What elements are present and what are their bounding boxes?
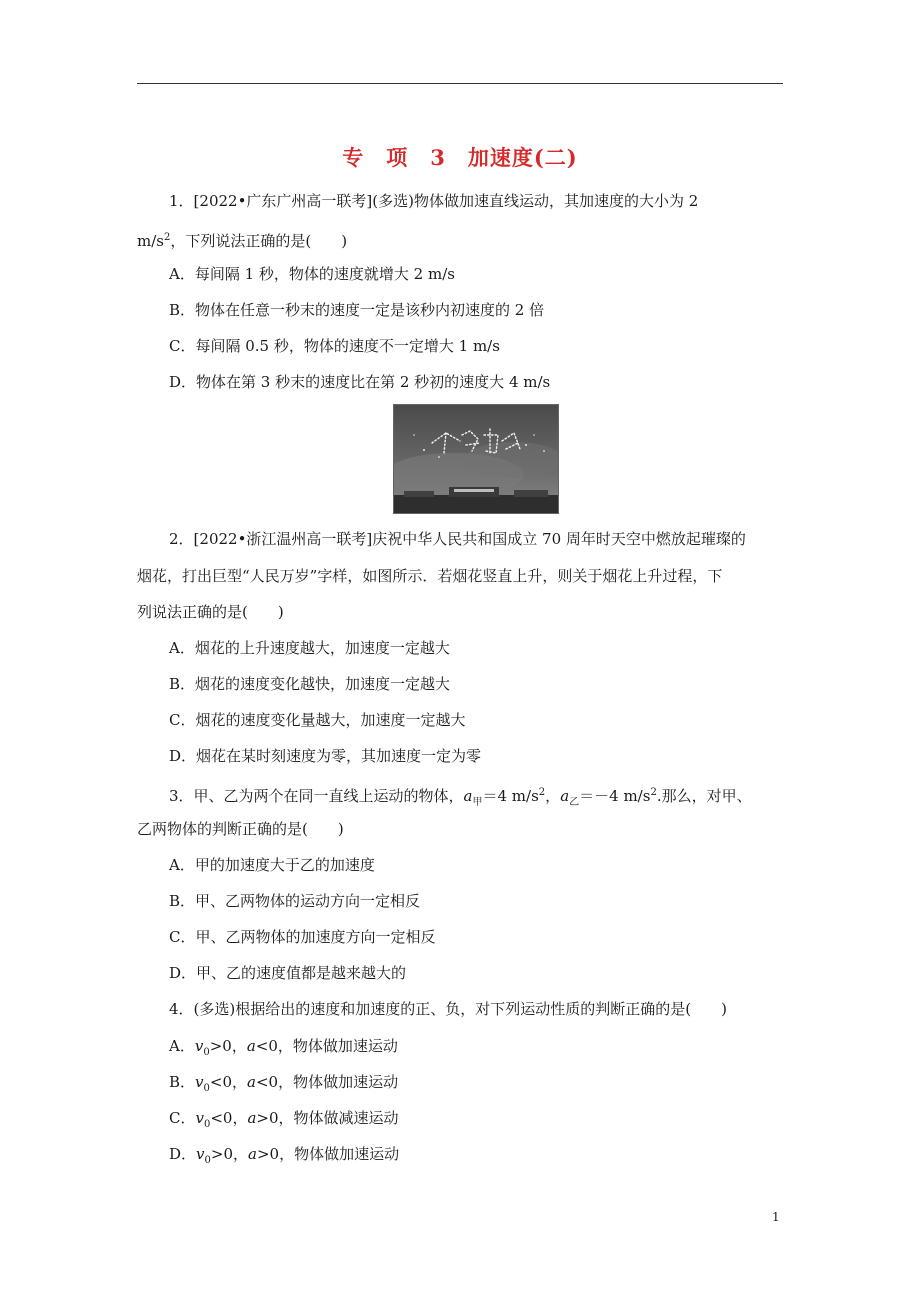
q1-stem-line2: $m/s^2$，下列说法正确的是( ) [137,232,348,250]
q2-stem-line3: 列说法正确的是( ) [137,603,284,621]
q1-option-b: B．物体在任意一秒末的速度一定是该秒内初速度的 2 倍 [169,301,545,319]
fireworks-image [394,405,558,513]
q2-option-d: D．烟花在某时刻速度为零，其加速度一定为零 [169,747,482,765]
q2-stem-line1: 2．[2022•浙江温州高一联考]庆祝中华人民共和国成立 70 周年时天空中燃放起璀璨的 [169,530,746,548]
header-rule [137,83,783,84]
q2-option-b: B．烟花的速度变化越快，加速度一定越大 [169,675,451,693]
q4-option-b: B．$v_0<0$，a<0，物体做加速运动 [169,1073,399,1094]
q4-option-d: D．$v_0>0$，a>0，物体做加速运动 [169,1145,400,1166]
q4-option-c: C．$v_0<0$，a>0，物体做减速运动 [169,1109,399,1130]
q3-stem-line1: 3．甲、乙为两个在同一直线上运动的物体，$a_甲=4$ $m/s^2$，$a_乙=-4$ $m/s^2$.那么，对甲、 [169,787,752,808]
page-number: 1 [772,1210,780,1224]
q2-stem-line2: 烟花，打出巨型“人民万岁”字样，如图所示．若烟花竖直上升，则关于烟花上升过程，下 [137,567,723,585]
q3-option-d: D．甲、乙的速度值都是越来越大的 [169,964,407,982]
fireworks-photo [393,404,559,514]
q1-option-c: C．每间隔 0.5 秒，物体的速度不一定增大 1 m/s [169,337,500,355]
q1-option-d: D．物体在第 3 秒末的速度比在第 2 秒初的速度大 4 m/s [169,373,551,391]
q4-stem-line1: 4．(多选)根据给出的速度和加速度的正、负，对下列运动性质的判断正确的是( ) [169,1000,727,1018]
q1-stem-line1: 1．[2022•广东广州高一联考](多选)物体做加速直线运动，其加速度的大小为 2 [169,192,699,210]
q3-option-a: A．甲的加速度大于乙的加速度 [169,856,375,874]
q2-option-c: C．烟花的速度变化量越大，加速度一定越大 [169,711,466,729]
q3-option-c: C．甲、乙两物体的加速度方向一定相反 [169,928,436,946]
q1-option-a: A．每间隔 1 秒，物体的速度就增大 2 m/s [169,265,455,283]
q3-stem-line2: 乙两物体的判断正确的是( ) [137,820,344,838]
page-title: 专 项 3 加速度(二) [342,145,578,170]
q3-option-b: B．甲、乙两物体的运动方向一定相反 [169,892,421,910]
q4-option-a: A．$v_0>0$，a<0，物体做加速运动 [169,1037,398,1058]
q2-option-a: A．烟花的上升速度越大，加速度一定越大 [169,639,450,657]
